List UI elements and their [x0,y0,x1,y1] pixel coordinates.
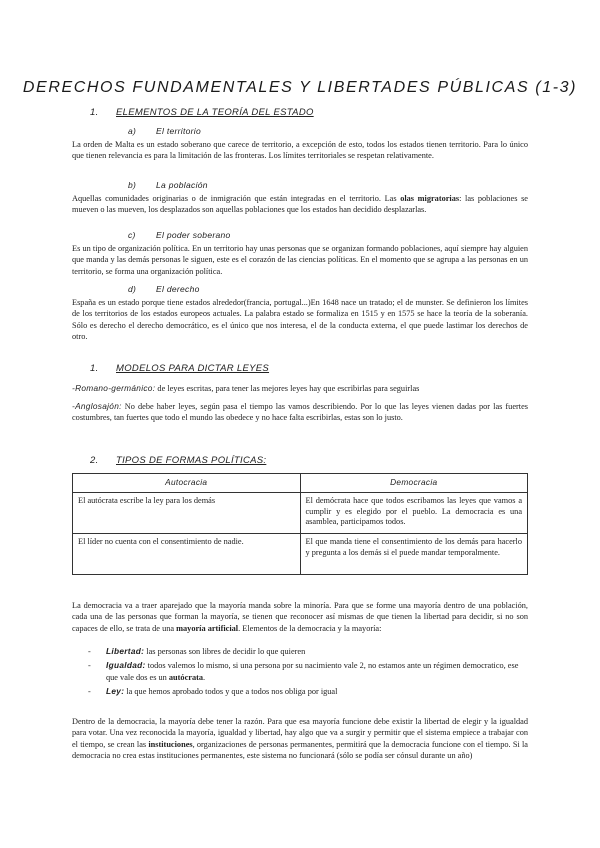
subheading-label: El derecho [156,284,200,294]
democracy-elements-list [88,646,528,700]
text: la que hemos aprobado todos y que a todos nos obliga por igual [124,686,338,696]
table-row [73,534,528,575]
bold-term: olas migratorias [400,194,460,203]
element-label: Ley: [106,685,125,696]
text: . Elementos de la democracia y la mayoría: [238,623,382,633]
subheading-label: La población [156,180,208,190]
paragraph-anglosajon [72,401,528,424]
section-heading-1 [90,107,314,118]
table-cell: El líder no cuenta con el consentimiento de nadie. [73,534,301,575]
subheading-label: El territorio [156,126,201,136]
text: , organizaciones de personas permanentes, permitirá que la democracia funcione con el tiempo. Si la democracia no crea estas instituciones permanentes, este sistema no funcionará (sólo se podía ser cónsul durante un año) [72,739,528,760]
text: las personas son libres de decidir lo que quieren [144,647,306,656]
text: de leyes escritas, para tener las mejores leyes hay que escribirlas para seguirlas [155,384,420,393]
page-title: DERECHOS FUNDAMENTALES Y LIBERTADES PÚBLICAS (1-3) [22,79,578,96]
bullet-dash: - [88,686,91,696]
table-header-row [73,474,528,493]
subheading-number: d) [128,284,137,294]
section-label: TIPOS DE FORMAS POLÍTICAS: [116,455,267,466]
bold-term: mayoría artificial [176,623,239,633]
subheading-poder [128,230,231,240]
section-number: 2. [90,455,99,466]
list-item [88,686,528,697]
section-number: 1. [90,107,99,118]
table-cell: El demócrata hace que todos escribamos las leyes que vamos a cumplir y es elegido por el pueblo. La democracia es una asamblea, participamos todos. [300,493,528,534]
text: No debe haber leyes, según pasa el tiempo las vamos describiendo. Por lo que las leyes vienen dadas por las fuertes costumbres, tan fuertes que todo el mundo las obedece y no hace falta escribirlas, estas son lo justo. [72,402,528,423]
text: . [203,672,206,682]
section-heading-2 [90,363,269,374]
bullet-dash: - [88,661,91,671]
text: La democracia va a traer aparejado que la mayoría manda sobre la minoría. Para que se forme una mayoría dentro de una población, cada una de las personas que forman la mayoría, se tienen que reconocer así mismas de que tienen la libertad para decidir, si no son capaces de ello, se trata de una [72,601,528,633]
list-item [88,660,528,683]
bullet-dash: - [88,647,91,656]
element-label: Libertad: [106,646,145,656]
subheading-number: b) [128,180,137,190]
model-label: -Romano-germánico: [72,383,156,393]
table-header-cell: Autocracia [73,474,301,493]
paragraph-instituciones [72,716,528,761]
table-header-cell: Democracia [300,474,528,493]
bold-term: instituciones [148,739,193,749]
section-label: MODELOS PARA DICTAR LEYES [116,363,270,374]
list-item [88,646,528,657]
subheading-territorio [128,126,201,136]
text: : las poblaciones se mueven o las mueven, los desplazados son aquellas poblaciones que los estados han decidido desplazarlas. [72,194,528,215]
subheading-derecho [128,284,200,294]
political-forms-table [72,473,528,575]
subheading-poblacion [128,180,208,190]
text: Dentro de la democracia, la mayoría debe tener la razón. Para que esa mayoría funcione debe existir la libertad de elegir y la igualdad para votar. Una vez reconocida la mayoría, igualdad y libertad, hay algo que va a surgir y permitir que el sistema empiece a trabajar con el tiempo, se crean las [72,717,528,749]
table-row [73,493,528,534]
subheading-label: El poder soberano [156,230,231,240]
paragraph-territorio: La orden de Malta es un estado soberano que carece de territorio, a excepción de esto, todos los estados tienen territorio. Para lo único que tienen relevancia es para la limitación de las fronteras. Los límites territoriales se respetan relativamente. [72,140,528,161]
paragraph-democracia [72,600,528,634]
paragraph-poder: Es un tipo de organización política. En un territorio hay unas personas que se organizan formando poblaciones, aquí siempre hay alguien que manda y las demás personas le siguen, este es el corazón de las ciencias políticas. En el momento que se agrupa a las personas en un territorio, se forma una organización política. [72,244,528,276]
element-label: Igualdad: [106,660,146,671]
text: todos valemos lo mismo, si una persona por su nacimiento vale 2, no estamos ante un régimen democratico, ese que vale dos es un [106,661,519,682]
model-label: -Anglosajón: [72,401,122,411]
section-number: 1. [90,363,99,374]
subheading-number: c) [128,230,136,240]
subheading-number: a) [128,126,137,136]
text: Aquellas comunidades originarias o de inmigración que están integradas en el territorio. Las [72,194,401,203]
paragraph-derecho: España es un estado porque tiene estados alrededor(francia, portugal...)En 1648 nace un tratado; el de munster. Se definieron los límites de los territorios de los estados europeos actuales. La palabra estado se formaliza en 1515 y en 1575 se hace la teoría de la soberanía. Sólo es derecho el derecho democrático, es el único que nos interesa, el de la conducta externa, el que puede lastimar los derechos de otro. [72,298,528,341]
table-cell: El que manda tiene el consentimiento de los demás para hacerlo y pregunta a los demás si el puede mandar temporalmente. [300,534,528,575]
table-cell: El autócrata escribe la ley para los demás [73,493,301,534]
section-heading-3 [90,455,266,466]
paragraph-romano [72,383,528,394]
paragraph-poblacion [72,193,528,216]
section-label: ELEMENTOS DE LA TEORÍA DEL ESTADO [116,107,314,118]
bold-term: autócrata [168,672,204,682]
